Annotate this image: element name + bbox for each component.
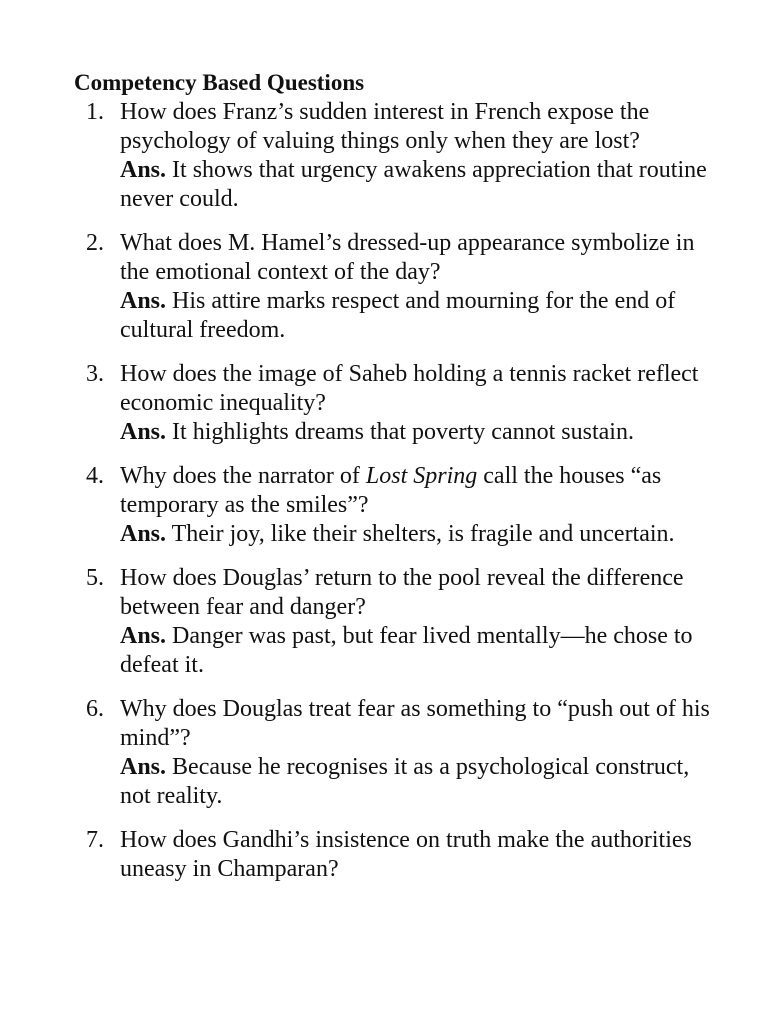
- answer-text: Ans. It highlights dreams that poverty cannot sustain.: [120, 419, 634, 445]
- list-item: [0, 98, 768, 214]
- question-text: How does Gandhi’s insistence on truth make the authorities uneasy in Champaran?: [120, 827, 692, 882]
- question-text: Why does the narrator of Lost Spring call the houses “as temporary as the smiles”?: [120, 463, 662, 518]
- book-title: Lost Spring: [365, 463, 478, 489]
- answer-label: Ans.: [120, 288, 167, 314]
- question-text: How does Franz’s sudden interest in French expose the psychology of valuing things only when they are lost?: [120, 99, 650, 154]
- answer-label: Ans.: [120, 623, 167, 649]
- list-item: [0, 564, 768, 680]
- answer-label: Ans.: [120, 157, 167, 183]
- list-item: [0, 229, 768, 345]
- question-number: 1.: [86, 99, 104, 125]
- answer-text: Ans. Danger was past, but fear lived mentally—he chose to defeat it.: [120, 623, 693, 678]
- question-text: How does the image of Saheb holding a tennis racket reflect economic inequality?: [120, 361, 699, 416]
- list-item: [0, 695, 768, 811]
- question-number: 4.: [86, 463, 104, 489]
- question-number: 7.: [86, 827, 104, 853]
- question-text: Why does Douglas treat fear as something to “push out of his mind”?: [120, 696, 710, 751]
- question-text: What does M. Hamel’s dressed-up appearance symbolize in the emotional context of the day?: [120, 230, 695, 285]
- answer-label: Ans.: [120, 419, 167, 445]
- page-title: Competency Based Questions: [74, 70, 365, 95]
- list-item: [0, 462, 768, 549]
- question-number: 2.: [86, 230, 104, 256]
- question-number: 5.: [86, 565, 104, 591]
- question-list: [0, 98, 768, 899]
- question-text: How does Douglas’ return to the pool reveal the difference between fear and danger?: [120, 565, 684, 620]
- answer-text: Ans. It shows that urgency awakens appreciation that routine never could.: [120, 157, 707, 212]
- answer-text: Ans. Their joy, like their shelters, is fragile and uncertain.: [120, 521, 675, 547]
- answer-text: Ans. Because he recognises it as a psychological construct, not reality.: [120, 754, 690, 809]
- answer-label: Ans.: [120, 754, 167, 780]
- answer-text: Ans. His attire marks respect and mourning for the end of cultural freedom.: [120, 288, 676, 343]
- question-number: 6.: [86, 696, 104, 722]
- list-item: [0, 360, 768, 447]
- list-item: [0, 826, 768, 884]
- answer-label: Ans.: [120, 521, 167, 547]
- question-number: 3.: [86, 361, 104, 387]
